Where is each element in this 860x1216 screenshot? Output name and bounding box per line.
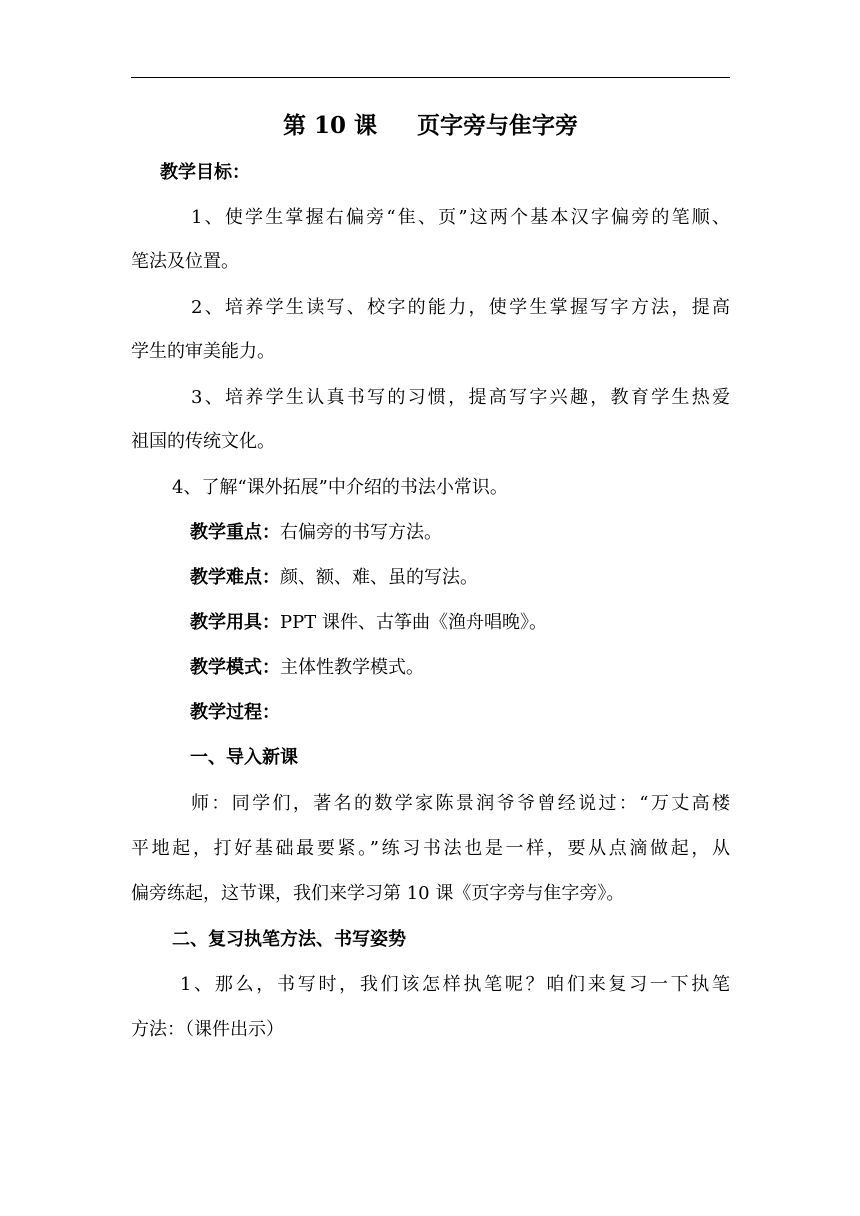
process-heading: 教学过程： <box>190 702 280 723</box>
title-lesson: 第 10 课 <box>282 112 378 139</box>
difficulty-text: 颜、额、难、虽的写法。 <box>280 567 478 588</box>
key-point-label: 教学重点： <box>190 522 280 543</box>
objective-2-line-2: 学生的审美能力。 <box>131 341 275 362</box>
difficulty <box>190 566 478 590</box>
header-rule <box>131 77 730 78</box>
section-1-line-2: 平地起，打好基础最要紧。”练习书法也是一样，要从点滴做起，从 <box>131 838 730 859</box>
section-1-line-3: 偏旁练起，这节课，我们来学习第 10 课《页字旁与隹字旁》。 <box>131 883 625 904</box>
tools-text: PPT 课件、古筝曲《渔舟唱晚》。 <box>280 612 547 633</box>
teaching-mode <box>190 656 424 680</box>
teaching-tools <box>190 611 547 635</box>
key-point <box>190 521 442 545</box>
objective-2-line-1: 2、培养学生读写、校字的能力，使学生掌握写字方法，提高 <box>191 297 730 318</box>
title-topic: 页字旁与隹字旁 <box>417 112 579 139</box>
objective-3-line-2: 祖国的传统文化。 <box>131 431 275 452</box>
mode-text: 主体性教学模式。 <box>280 657 424 678</box>
objectives-heading: 教学目标： <box>160 162 250 183</box>
section-1-heading: 一、导入新课 <box>190 747 298 768</box>
section-2-line-1: 1、那么，书写时，我们该怎样执笔呢？咱们来复习一下执笔 <box>180 974 730 995</box>
key-point-text: 右偏旁的书写方法。 <box>280 522 442 543</box>
section-2-line-2: 方法：（课件出示） <box>131 1019 284 1040</box>
objective-4: 4、了解“课外拓展”中介绍的书法小常识。 <box>172 477 508 498</box>
objective-1-line-1: 1、使学生掌握右偏旁“隹、页”这两个基本汉字偏旁的笔顺、 <box>191 207 730 228</box>
section-1-line-1: 师：同学们，著名的数学家陈景润爷爷曾经说过：“万丈高楼 <box>191 793 730 814</box>
tools-label: 教学用具： <box>190 612 280 633</box>
page-title <box>131 114 730 138</box>
section-2-heading: 二、复习执笔方法、书写姿势 <box>172 929 406 950</box>
difficulty-label: 教学难点： <box>190 567 280 588</box>
objective-3-line-1: 3、培养学生认真书写的习惯，提高写字兴趣，教育学生热爱 <box>191 387 730 408</box>
objective-1-line-2: 笔法及位置。 <box>131 251 239 272</box>
mode-label: 教学模式： <box>190 657 280 678</box>
